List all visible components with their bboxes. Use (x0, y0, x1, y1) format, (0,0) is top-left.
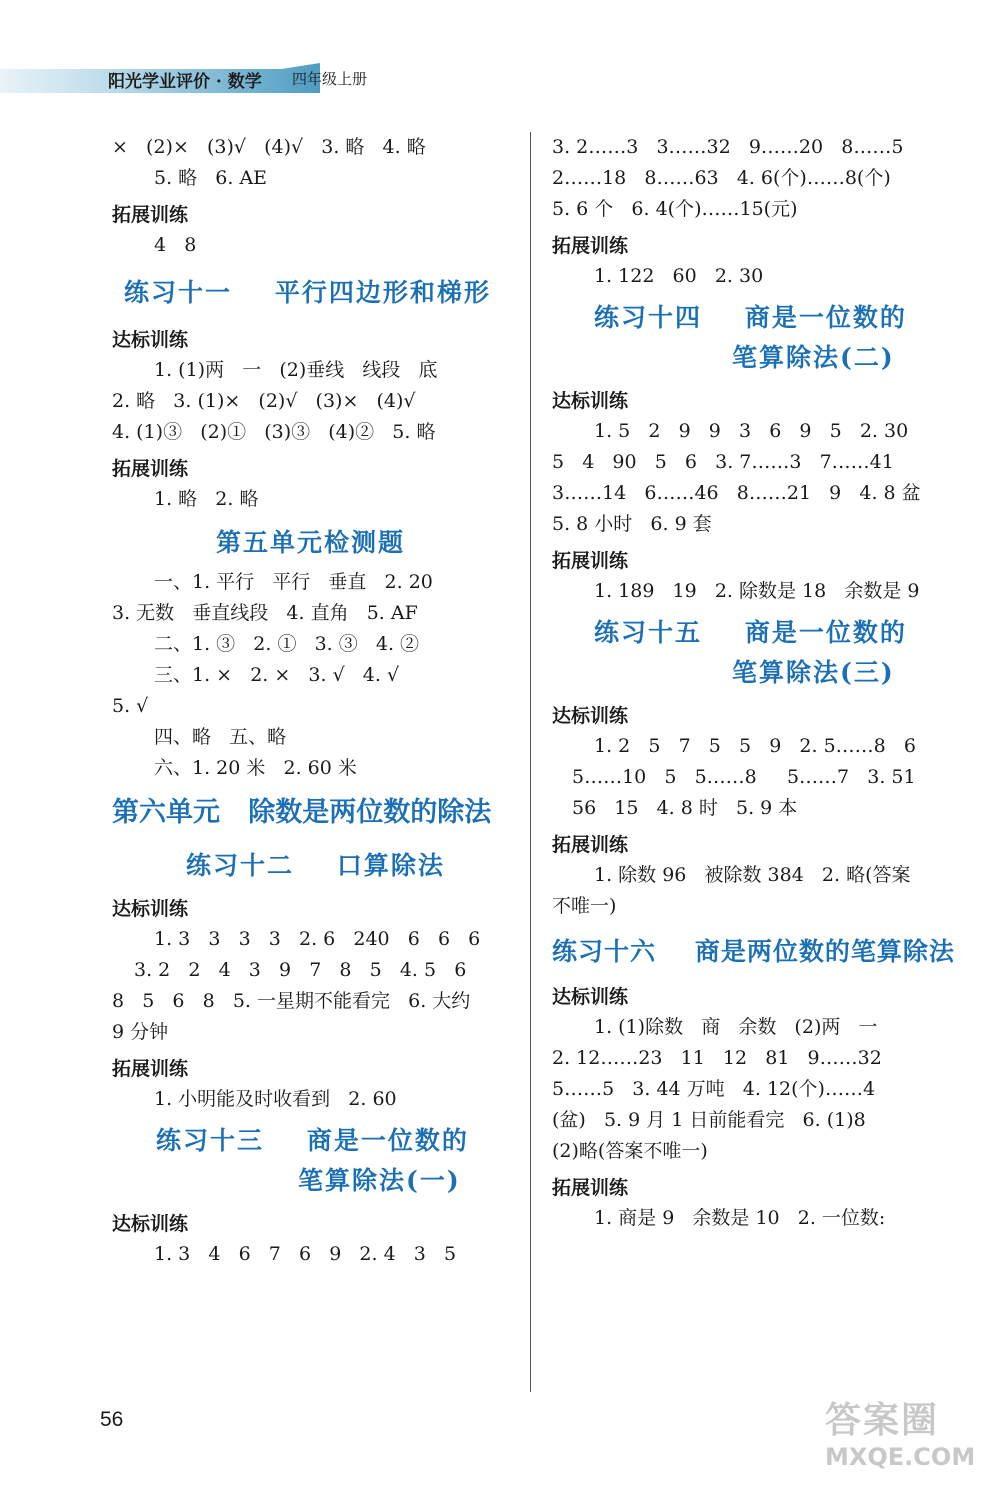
answer-line: 5. √ (112, 695, 149, 717)
answer-line: 四、略 五、略 (154, 726, 287, 748)
answer-line: 六、1. 20 米 2. 60 米 (154, 757, 357, 779)
answer-line: 2. 12……23 11 12 81 9……32 (552, 1047, 882, 1069)
answer-line: 4. (1)③ (2)① (3)③ (4)② 5. 略 (112, 421, 436, 443)
answer-line: 1. 除数 96 被除数 384 2. 略(答案 (594, 864, 911, 886)
watermark-logo-text: 答案圈 (825, 1400, 940, 1441)
answer-line: 2……18 8……63 4. 6(个)……8(个) (552, 167, 891, 189)
answer-line: 9 分钟 (112, 1021, 169, 1043)
section-label: 拓展训练 (112, 1058, 189, 1080)
answer-line: 一、1. 平行 平行 垂直 2. 20 (154, 571, 433, 593)
answer-line: 2. 略 3. (1)× (2)√ (3)× (4)√ (112, 390, 416, 412)
answer-line: 1. 3 4 6 7 6 9 2. 4 3 5 (154, 1243, 457, 1265)
answer-line: 5……10 5 5……8 5……7 3. 51 (572, 766, 916, 788)
left-column (112, 132, 522, 1270)
test-heading: 第五单元检测题 (216, 528, 406, 557)
book-title: 阳光学业评价 · 数学 (108, 72, 262, 92)
section-label: 达标训练 (552, 705, 629, 727)
section-label: 拓展训练 (112, 458, 189, 480)
watermark (825, 1392, 985, 1472)
exercise-heading: 练习十四 商是一位数的 (594, 303, 907, 332)
answer-line: 3. 无数 垂直线段 4. 直角 5. AF (112, 602, 418, 624)
answer-line: 5. 6 个 6. 4(个)……15(元) (552, 198, 798, 220)
answer-line: 5. 略 6. AE (154, 167, 268, 189)
exercise-heading: 练习十三 商是一位数的 (156, 1126, 469, 1155)
answer-line: (2)略(答案不唯一) (552, 1140, 708, 1162)
answer-line: 1. (1)两 一 (2)垂线 线段 底 (154, 359, 438, 381)
answer-line: 1. 小明能及时收看到 2. 60 (154, 1088, 397, 1110)
section-label: 达标训练 (552, 390, 629, 412)
answer-line: 1. 2 5 7 5 5 9 2. 5……8 6 (594, 735, 916, 757)
exercise-heading: 练习十五 商是一位数的 (594, 618, 907, 647)
answer-line: 56 15 4. 8 时 5. 9 本 (572, 797, 798, 819)
section-label: 拓展训练 (552, 235, 629, 257)
answer-line: 3……14 6……46 8……21 9 4. 8 盆 (552, 482, 921, 504)
exercise-heading: 练习十二 口算除法 (186, 851, 445, 880)
section-label: 拓展训练 (552, 550, 629, 572)
header-banner (0, 55, 430, 101)
answer-line: 三、1. × 2. × 3. √ 4. √ (154, 664, 400, 686)
answer-line: 5. 8 小时 6. 9 套 (552, 513, 712, 535)
answer-line: 二、1. ③ 2. ① 3. ③ 4. ② (154, 633, 420, 655)
answer-line: 1. 略 2. 略 (154, 488, 259, 510)
answer-line: 1. 189 19 2. 除数是 18 余数是 9 (594, 580, 920, 602)
section-label: 拓展训练 (552, 1177, 629, 1199)
exercise-heading-cont: 笔算除法(二) (732, 343, 895, 372)
answer-line: 5……5 3. 44 万吨 4. 12(个)……4 (552, 1078, 876, 1100)
answer-line: 不唯一) (552, 895, 617, 917)
section-label: 达标训练 (552, 986, 629, 1008)
answer-line: 8 5 6 8 5. 一星期不能看完 6. 大约 (112, 990, 471, 1012)
section-label: 拓展训练 (112, 204, 189, 226)
answer-line: 1. (1)除数 商 余数 (2)两 一 (594, 1016, 878, 1038)
watermark-url: MXQE.COM (825, 1443, 976, 1471)
column-divider (530, 132, 531, 1392)
answer-line: 1. 商是 9 余数是 10 2. 一位数: (594, 1207, 886, 1229)
section-label: 达标训练 (112, 329, 189, 351)
unit-heading: 第六单元 除数是两位数的除法 (112, 797, 492, 828)
answer-line: 1. 122 60 2. 30 (594, 265, 764, 287)
answer-line: × (2)× (3)√ (4)√ 3. 略 4. 略 (112, 136, 426, 158)
section-label: 拓展训练 (552, 834, 629, 856)
answer-line: 1. 5 2 9 9 3 6 9 5 2. 30 (594, 420, 909, 442)
exercise-heading: 练习十一 平行四边形和梯形 (124, 278, 491, 307)
answer-line: 3. 2 2 4 3 9 7 8 5 4. 5 6 (134, 959, 467, 981)
exercise-heading-cont: 笔算除法(一) (298, 1166, 461, 1195)
exercise-heading: 练习十六 商是两位数的笔算除法 (552, 937, 955, 966)
section-label: 达标训练 (112, 898, 189, 920)
section-label: 达标训练 (112, 1213, 189, 1235)
answer-line: (盆) 5. 9 月 1 日前能看完 6. (1)8 (552, 1109, 866, 1131)
grade-label: 四年级上册 (292, 70, 368, 88)
page-number: 56 (100, 1408, 124, 1431)
right-column (552, 132, 955, 1234)
answer-line: 5 4 90 5 6 3. 7……3 7……41 (552, 451, 894, 473)
answer-line: 3. 2……3 3……32 9……20 8……5 (552, 136, 904, 158)
exercise-heading-cont: 笔算除法(三) (732, 658, 895, 687)
answer-line: 4 8 (154, 234, 197, 256)
answer-line: 1. 3 3 3 3 2. 6 240 6 6 6 (154, 928, 481, 950)
